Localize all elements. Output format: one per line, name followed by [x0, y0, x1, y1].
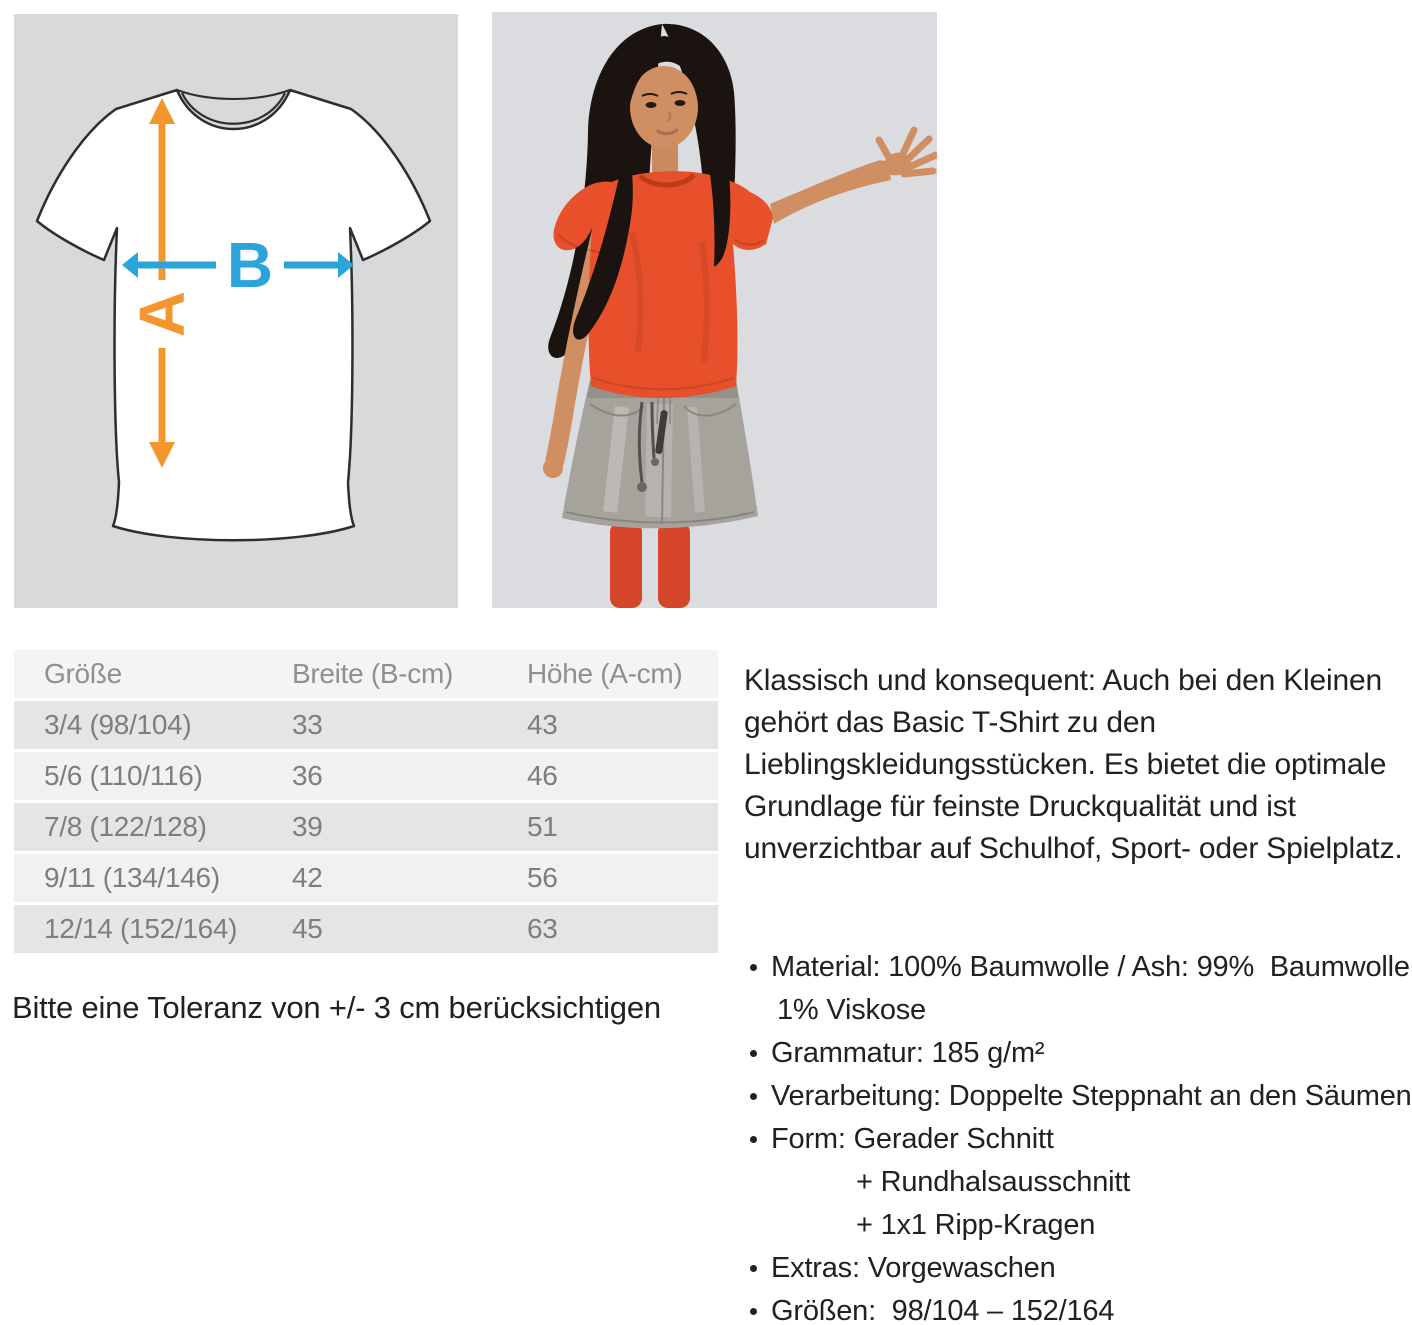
cell-height: 63: [527, 913, 558, 944]
tolerance-note: Bitte eine Toleranz von +/- 3 cm berücksichtigen: [12, 990, 661, 1025]
table-row: [14, 701, 718, 749]
width-label: B: [226, 229, 274, 301]
tshirt-outline-icon: [37, 90, 430, 540]
cell-size: 5/6 (110/116): [44, 760, 203, 791]
cell-size: 7/8 (122/128): [44, 811, 207, 842]
size-chart-table: [14, 650, 718, 956]
feature-item-verarbeitung: Verarbeitung: Doppelte Steppnaht an den Säumen: [744, 1075, 1412, 1118]
cell-size: 12/14 (152/164): [44, 913, 238, 944]
cell-size: 3/4 (98/104): [44, 709, 192, 740]
cell-width: 45: [292, 913, 323, 944]
feature-subitem-rippkragen: + 1x1 Ripp-Kragen: [856, 1209, 1096, 1241]
table-row: [14, 803, 718, 851]
feature-list: [744, 946, 1412, 1325]
cell-height: 46: [527, 760, 558, 791]
denim-skirt: [562, 380, 758, 528]
bullet-dot: [750, 964, 757, 971]
feature-item-material: Material: 100% Baumwolle / Ash: 99% Baumwolle: [744, 946, 1412, 989]
model-photo-panel: [492, 12, 937, 608]
face: [630, 66, 698, 148]
feature-item-grammatur: Grammatur: 185 g/m²: [744, 1032, 1412, 1075]
feature-subitem-rundhals: + Rundhalsausschnitt: [856, 1166, 1131, 1198]
height-label: A: [126, 290, 198, 338]
cell-width: 33: [292, 709, 323, 740]
cell-width: 36: [292, 760, 323, 791]
feature-item-extras: Extras: Vorgewaschen: [744, 1247, 1412, 1290]
cell-height: 51: [527, 811, 558, 842]
cell-height: 56: [527, 862, 558, 893]
feature-item-groessen: Größen: 98/104 – 152/164: [744, 1290, 1412, 1325]
model-photo-illustration: [492, 12, 937, 608]
tshirt-measurement-diagram: [14, 14, 458, 608]
cell-height: 43: [527, 709, 558, 740]
cell-width: 42: [292, 862, 323, 893]
bullet-dot: [750, 1265, 757, 1272]
table-header-row: [14, 650, 718, 698]
column-header-size: Größe: [44, 658, 122, 689]
cell-size: 9/11 (134/146): [44, 862, 220, 893]
feature-subitem-viskose: 1% Viskose: [777, 994, 926, 1026]
table-row: [14, 854, 718, 902]
bullet-dot: [750, 1093, 757, 1100]
table-row: [14, 905, 718, 953]
table-row: [14, 752, 718, 800]
bullet-dot: [750, 1136, 757, 1143]
bullet-dot: [750, 1308, 757, 1315]
size-diagram-panel: [14, 14, 458, 608]
column-header-height: Höhe (A-cm): [527, 658, 683, 689]
column-header-width: Breite (B-cm): [292, 658, 453, 689]
cell-width: 39: [292, 811, 323, 842]
product-description: Klassisch und konsequent: Auch bei den Kleinen gehört das Basic T-Shirt zu den Lieblingskleidungsstücken. Es bietet die optimale Grundlage für feinste Druckqualität und ist unverzichtbar auf Schulhof, Sport- oder Spielplatz.: [744, 664, 1403, 865]
feature-item-form: Form: Gerader Schnitt: [744, 1118, 1412, 1161]
bullet-dot: [750, 1050, 757, 1057]
